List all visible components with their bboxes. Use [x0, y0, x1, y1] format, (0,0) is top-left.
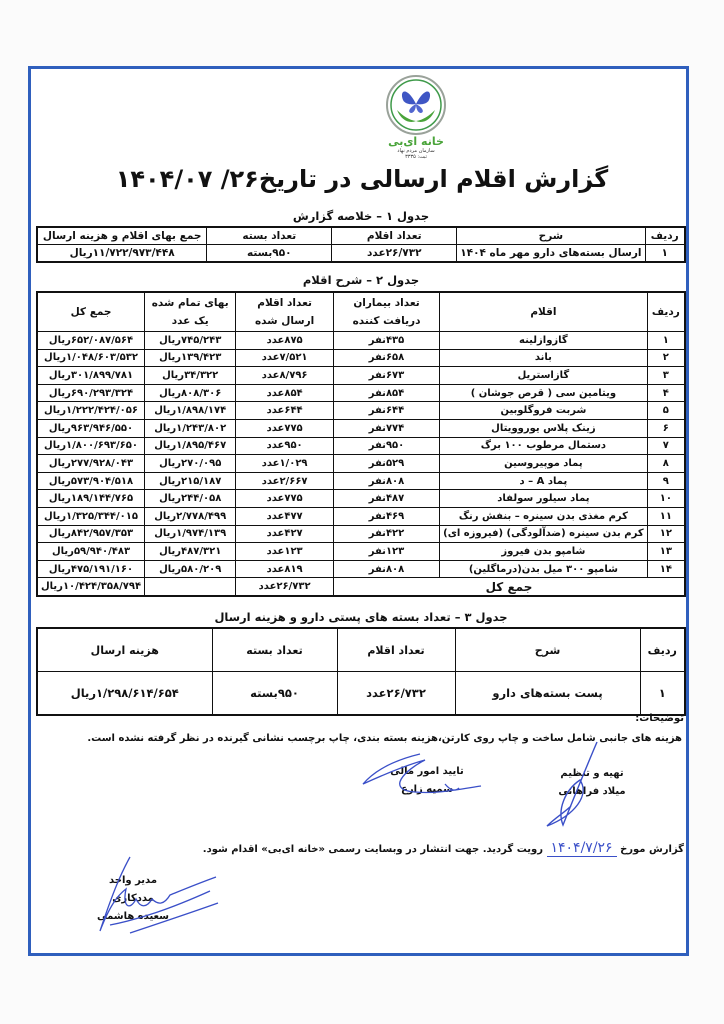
- cell-unit-price: ۲۴۴/۰۵۸ریال: [145, 490, 236, 508]
- cell-row-total: ۶۵۲/۰۸۷/۵۶۴ریال: [37, 332, 145, 350]
- table-row: [37, 332, 685, 350]
- cell-items-sent: ۸/۷۹۶عدد: [236, 367, 334, 385]
- cell-unit-price: ۱/۲۴۳/۸۰۲ریال: [145, 419, 236, 437]
- cell-patients-count: ۶۵۸نفر: [333, 349, 439, 367]
- table-row: [37, 384, 685, 402]
- cell-unit-price: ۲/۷۷۸/۴۹۹ریال: [145, 507, 236, 525]
- cell-row-total: ۸۴۲/۹۵۷/۳۵۳ریال: [37, 525, 145, 543]
- review-suffix: رویت گردید. جهت انتشار در وبسایت رسمی «خانه ای‌بی» اقدام شود.: [202, 844, 544, 855]
- cell-shipping-cost: ۱/۲۹۸/۶۱۴/۶۵۴ریال: [37, 672, 212, 716]
- table-header-row: [37, 227, 685, 245]
- table-row: [37, 349, 685, 367]
- signature-role: مدیر واحد مددکاری: [108, 875, 158, 904]
- cell-description: ارسال بسته‌های دارو مهر ماه ۱۴۰۴: [457, 245, 645, 263]
- cell-items-sent: ۴۷۷عدد: [236, 507, 334, 525]
- cell-items-sent: ۷۷۵عدد: [236, 419, 334, 437]
- total-label: جمع کل: [333, 578, 685, 596]
- header-cell: تعداد اقلام ارسال شده: [236, 292, 334, 332]
- cell-unit-price: ۱/۹۷۴/۱۳۹ریال: [145, 525, 236, 543]
- cell-items-sent: ۷/۵۲۱عدد: [236, 349, 334, 367]
- cell-row-total: ۲۷۷/۹۲۸/۰۴۳ریال: [37, 455, 145, 473]
- table-row: [37, 367, 685, 385]
- table-row: [37, 455, 685, 473]
- cell-unit-price: ۳۴/۳۲۲ریال: [145, 367, 236, 385]
- header-cell: ردیف: [645, 227, 685, 245]
- header-cell: ردیف: [640, 628, 685, 672]
- cell-package-count: ۹۵۰بسته: [212, 672, 337, 716]
- cell-item-name: شامپو بدن فیروز: [440, 543, 648, 561]
- cell-item-name: کرم مغذی بدن سینره – بنفش رنگ: [440, 507, 648, 525]
- cell-unit-price: ۵۸۰/۲۰۹ریال: [145, 560, 236, 578]
- cell-patients-count: ۴۶۹نفر: [333, 507, 439, 525]
- table-row: [37, 560, 685, 578]
- cell-item-name: گازاستریل: [440, 367, 648, 385]
- table2-caption: جدول ۲ – شرح اقلام: [302, 273, 420, 287]
- cell-index: ۵: [647, 402, 685, 420]
- review-prefix: گزارش مورخ: [620, 844, 684, 855]
- total-row: [37, 578, 685, 596]
- table-row: [37, 543, 685, 561]
- cell-unit-price: ۷۴۵/۲۴۳ریال: [145, 332, 236, 350]
- cell-item-name: کرم بدن سینره (ضدآلودگی) (فیروزه ای): [440, 525, 648, 543]
- cell-package-count: ۹۵۰بسته: [207, 245, 332, 263]
- table3-caption: جدول ۳ – تعداد بسته های پستی دارو و هزینه ارسال: [214, 610, 508, 624]
- cell-items-sent: ۸۱۹عدد: [236, 560, 334, 578]
- notes-text: هزینه های جانبی شامل ساخت و چاپ روی کارتن،هزینه بسته بندی، چاپ برچسب نشانی گیرنده در نظر گرفته نشده است.: [87, 733, 682, 744]
- cell-patients-count: ۶۴۴نفر: [333, 402, 439, 420]
- cell-patients-count: ۸۰۸نفر: [333, 472, 439, 490]
- cell-item-name: دستمال مرطوب ۱۰۰ برگ: [440, 437, 648, 455]
- cell-item-name: پماد سیلور سولفاد: [440, 490, 648, 508]
- review-handwritten-date: ۱۴۰۴/۷/۲۶: [547, 840, 617, 857]
- total-empty-cell: [145, 578, 236, 596]
- total-sum: ۱۰/۴۲۴/۳۵۸/۷۹۴ریال: [37, 578, 145, 596]
- signature-manager: [88, 872, 178, 926]
- cell-row-total: ۹۶۳/۹۴۶/۵۵۰ریال: [37, 419, 145, 437]
- cell-index: ۸: [647, 455, 685, 473]
- cell-item-name: باند: [440, 349, 648, 367]
- header-cell: اقلام: [440, 292, 648, 332]
- review-statement: [203, 840, 684, 856]
- cell-index: ۱۳: [647, 543, 685, 561]
- header-cell: تعداد بیماران دریافت کننده: [333, 292, 439, 332]
- header-cell: شرح: [457, 227, 645, 245]
- cell-patients-count: ۶۷۳نفر: [333, 367, 439, 385]
- table-header-row: [37, 628, 685, 672]
- summary-table: [36, 226, 686, 263]
- cell-items-sent: ۲/۶۶۷عدد: [236, 472, 334, 490]
- cell-items-sent: ۸۵۴عدد: [236, 384, 334, 402]
- cell-index: ۹: [647, 472, 685, 490]
- cell-items-sent: ۶۴۴عدد: [236, 402, 334, 420]
- cell-index: ۲: [647, 349, 685, 367]
- signature-role: تایید امور مالی: [390, 766, 464, 777]
- cell-row-total: ۶۹۰/۲۹۳/۳۲۴ریال: [37, 384, 145, 402]
- cell-patients-count: ۷۷۴نفر: [333, 419, 439, 437]
- table-row: [37, 525, 685, 543]
- signature-role: تهیه و تنظیم: [560, 768, 624, 779]
- header-cell: تعداد اقلام: [337, 628, 455, 672]
- cell-patients-count: ۵۲۹نفر: [333, 455, 439, 473]
- shipping-table: [36, 627, 686, 716]
- notes-heading: توضیحات:: [635, 713, 684, 724]
- cell-patients-count: ۴۸۷نفر: [333, 490, 439, 508]
- cell-item-name: ویتامین سی ( قرص جوشان ): [440, 384, 648, 402]
- cell-item-name: زینک پلاس یوروویتال: [440, 419, 648, 437]
- cell-item-name: شامپو ۳۰۰ میل بدن(درماگلین): [440, 560, 648, 578]
- cell-items-sent: ۷۷۵عدد: [236, 490, 334, 508]
- signature-prepared: [552, 765, 632, 801]
- cell-row-total: ۳۰۱/۸۹۹/۷۸۱ریال: [37, 367, 145, 385]
- signature-name: سمیه زارع: [401, 784, 453, 795]
- cell-index: ۷: [647, 437, 685, 455]
- total-items: ۲۶/۷۳۲عدد: [236, 578, 334, 596]
- cell-patients-count: ۸۰۸نفر: [333, 560, 439, 578]
- table-row: [37, 490, 685, 508]
- cell-unit-price: ۱/۸۹۵/۴۶۷ریال: [145, 437, 236, 455]
- header-cell: شرح: [455, 628, 640, 672]
- table1-caption: جدول ۱ – خلاصه گزارش: [292, 209, 430, 223]
- header-cell: هزینه ارسال: [37, 628, 212, 672]
- cell-index: ۱: [640, 672, 685, 716]
- header-cell: تعداد اقلام: [332, 227, 457, 245]
- signature-name: میلاد فراهانی: [558, 786, 626, 797]
- header-cell: جمع بهای اقلام و هزینه ارسال: [37, 227, 207, 245]
- org-registration: ثبت: ۳۳۳۵: [405, 154, 427, 160]
- cell-unit-price: ۲۷۰/۰۹۵ریال: [145, 455, 236, 473]
- cell-row-total: ۱/۳۲۵/۳۴۴/۰۱۵ریال: [37, 507, 145, 525]
- org-logo: [383, 74, 449, 166]
- cell-patients-count: ۹۵۰نفر: [333, 437, 439, 455]
- cell-index: ۱: [645, 245, 685, 263]
- cell-row-total: ۴۷۵/۱۹۱/۱۶۰ریال: [37, 560, 145, 578]
- signature-approved: [382, 763, 472, 799]
- table-header-row: [37, 292, 685, 332]
- cell-index: ۱۰: [647, 490, 685, 508]
- cell-unit-price: ۱۳۹/۴۲۳ریال: [145, 349, 236, 367]
- cell-unit-price: ۲۱۵/۱۸۷ریال: [145, 472, 236, 490]
- cell-items-sent: ۹۵۰عدد: [236, 437, 334, 455]
- cell-index: ۱۱: [647, 507, 685, 525]
- cell-row-total: ۱/۲۲۲/۴۲۴/۰۵۶ریال: [37, 402, 145, 420]
- cell-row-total: ۵۹/۹۴۰/۴۸۳ریال: [37, 543, 145, 561]
- cell-row-total: ۱/۸۰۰/۶۹۳/۶۵۰ریال: [37, 437, 145, 455]
- table-row: [37, 402, 685, 420]
- org-name: خانه ای‌بی: [388, 135, 444, 148]
- cell-row-total: ۱۸۹/۱۴۴/۷۶۵ریال: [37, 490, 145, 508]
- cell-items-sent: ۱۲۳عدد: [236, 543, 334, 561]
- cell-items-count: ۲۶/۷۳۲عدد: [337, 672, 455, 716]
- header-cell: بهای تمام شده یک عدد: [145, 292, 236, 332]
- org-subtitle: سازمان مردم نهاد: [397, 148, 435, 154]
- header-cell: ردیف: [647, 292, 685, 332]
- table-row: [37, 472, 685, 490]
- cell-patients-count: ۴۳۵نفر: [333, 332, 439, 350]
- cell-item-name: شربت فروگلوبین: [440, 402, 648, 420]
- cell-row-total: ۱/۰۴۸/۶۰۳/۵۳۲ریال: [37, 349, 145, 367]
- cell-items-sent: ۴۲۷عدد: [236, 525, 334, 543]
- report-title: گزارش اقلام ارسالی در تاریخ۲۶/ ۱۴۰۴/۰۷: [115, 165, 609, 193]
- cell-index: ۱۴: [647, 560, 685, 578]
- cell-patients-count: ۴۲۲نفر: [333, 525, 439, 543]
- table-row: [37, 437, 685, 455]
- table-row: [37, 672, 685, 716]
- butterfly-hands-emblem-icon: [385, 74, 447, 136]
- cell-index: ۶: [647, 419, 685, 437]
- cell-patients-count: ۸۵۴نفر: [333, 384, 439, 402]
- cell-patients-count: ۱۲۳نفر: [333, 543, 439, 561]
- cell-items-sent: ۸۷۵عدد: [236, 332, 334, 350]
- cell-index: ۱۲: [647, 525, 685, 543]
- cell-description: پست بسته‌های دارو: [455, 672, 640, 716]
- cell-index: ۳: [647, 367, 685, 385]
- header-cell: تعداد بسته: [212, 628, 337, 672]
- cell-total-cost: ۱۱/۷۲۲/۹۷۳/۴۴۸ریال: [37, 245, 207, 263]
- cell-unit-price: ۴۸۷/۳۲۱ریال: [145, 543, 236, 561]
- signature-name: سعیده هاشمی: [96, 911, 170, 922]
- cell-items-count: ۲۶/۷۳۲عدد: [332, 245, 457, 263]
- header-cell: جمع کل: [37, 292, 145, 332]
- cell-items-sent: ۱/۰۲۹عدد: [236, 455, 334, 473]
- cell-item-name: گازوازلینه: [440, 332, 648, 350]
- table-row: [37, 245, 685, 263]
- table-row: [37, 419, 685, 437]
- cell-item-name: پماد موپیروسین: [440, 455, 648, 473]
- table-row: [37, 507, 685, 525]
- cell-unit-price: ۱/۸۹۸/۱۷۴ریال: [145, 402, 236, 420]
- cell-index: ۱: [647, 332, 685, 350]
- header-cell: تعداد بسته: [207, 227, 332, 245]
- cell-index: ۴: [647, 384, 685, 402]
- cell-row-total: ۵۷۳/۹۰۴/۵۱۸ریال: [37, 472, 145, 490]
- cell-item-name: پماد A – د: [440, 472, 648, 490]
- items-table: [36, 291, 686, 597]
- cell-unit-price: ۸۰۸/۳۰۶ریال: [145, 384, 236, 402]
